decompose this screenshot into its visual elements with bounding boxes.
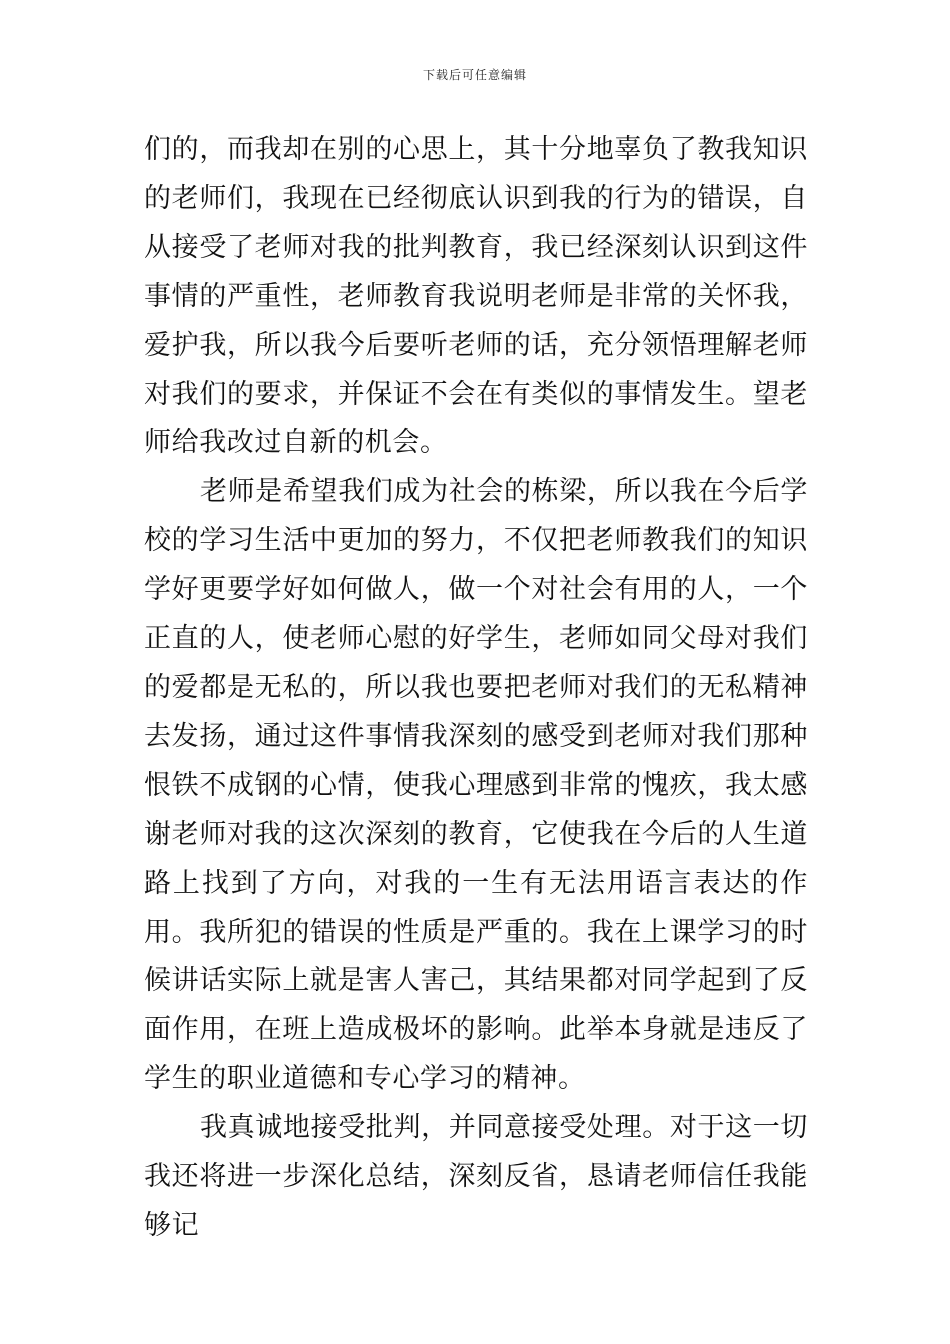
document-body [144,126,808,1251]
body-paragraph-3: 我真诚地接受批判，并同意接受处理。对于这一切我还将进一步深化总结，深刻反省，恳请老师信任我能够记 [144,1112,808,1241]
body-paragraph-1: 们的，而我却在别的心思上，其十分地辜负了教我知识的老师们，我现在已经彻底认识到我的行为的错误，自从接受了老师对我的批判教育，我已经深刻认识到这件事情的严重性，老师教育我说明老师是非常的关怀我，爱护我，所以我今后要听老师的话，充分领悟理解老师对我们的要求，并保证不会在有类似的事情发生。望老师给我改过自新的机会。 [144,134,808,459]
page-header: 下载后可任意编辑 [422,68,527,82]
body-paragraph-2: 老师是希望我们成为社会的栋梁，所以我在今后学校的学习生活中更加的努力，不仅把老师教我们的知识学好更要学好如何做人，做一个对社会有用的人，一个正直的人，使老师心慰的好学生，老师如同父母对我们的爱都是无私的，所以我也要把老师对我们的无私精神去发扬，通过这件事情我深刻的感受到老师对我们那种恨铁不成钢的心情，使我心理感到非常的愧疚，我太感谢老师对我的这次深刻的教育，它使我在今后的人生道路上找到了方向，对我的一生有无法用语言表达的作用。我所犯的错误的性质是严重的。我在上课学习的时候讲话实际上就是害人害己，其结果都对同学起到了反面作用，在班上造成极坏的影响。此举本身就是违反了学生的职业道德和专心学习的精神。 [144,476,808,1095]
